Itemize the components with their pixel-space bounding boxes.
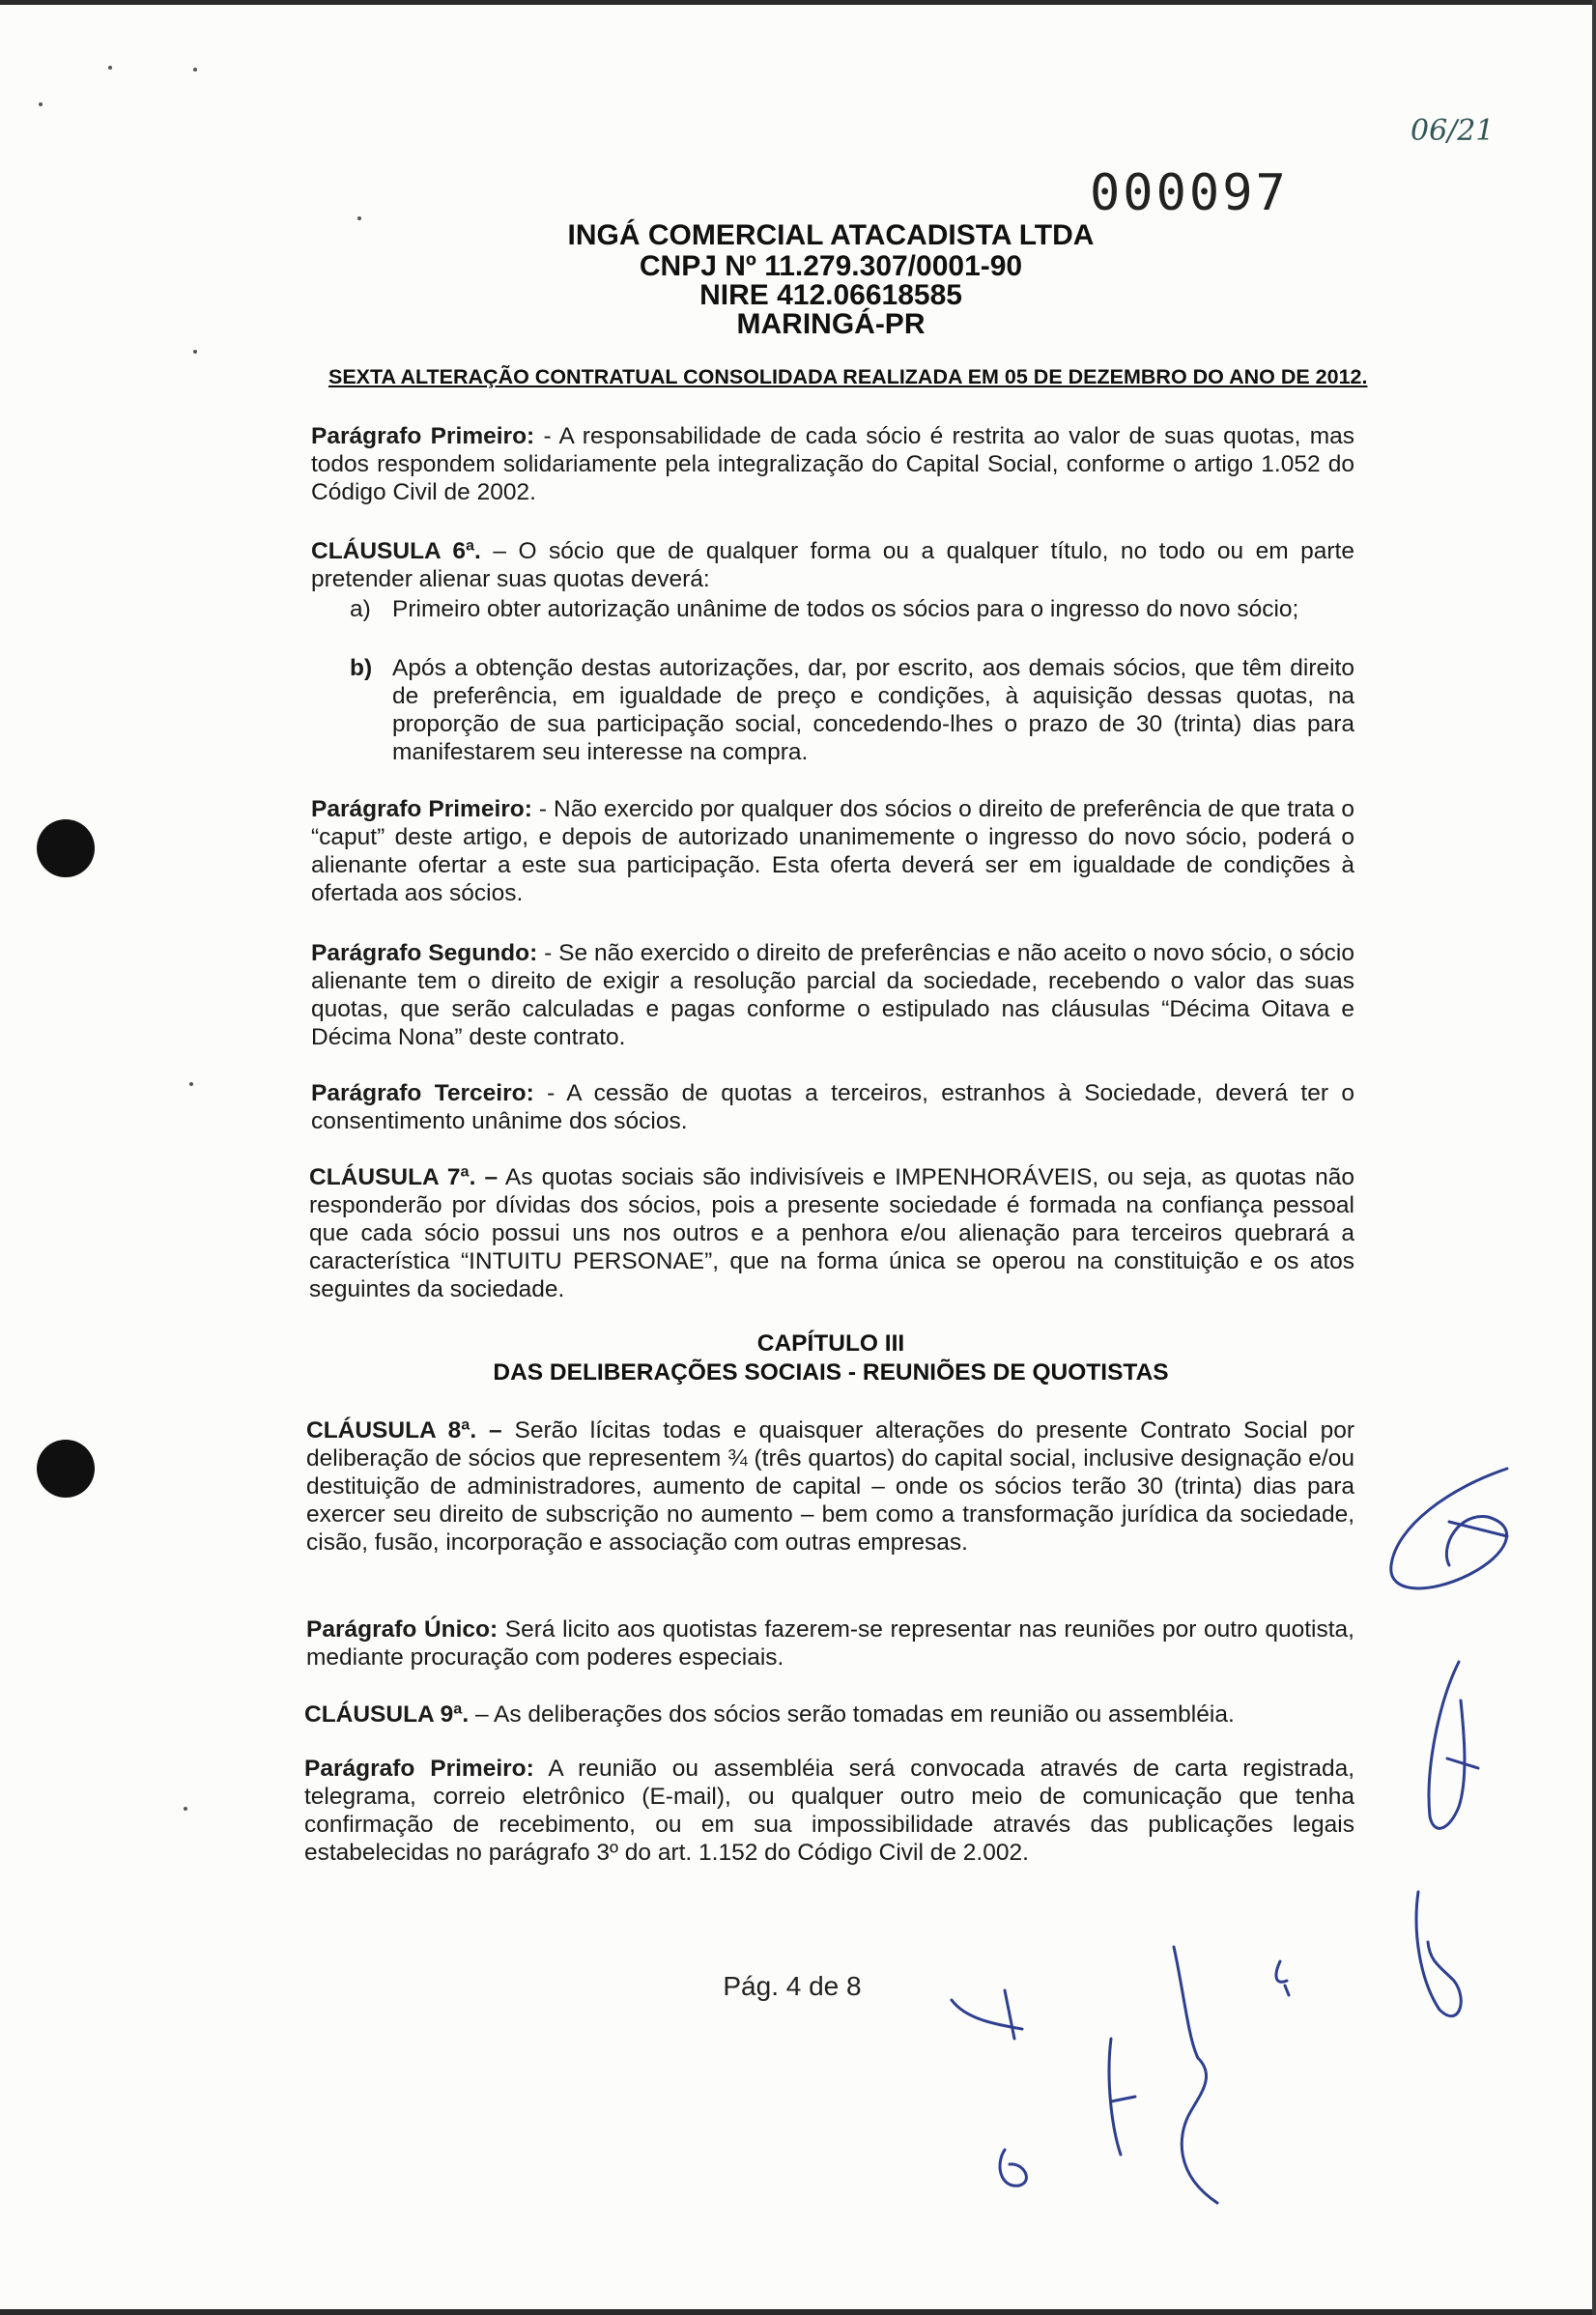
list-marker: a) [350, 596, 371, 622]
paragraph-text: - Não exercido por qualquer dos sócios o direito de preferência de que trata o “caput” deste artigo, e depois de autorizado unanimemente o ingresso do novo sócio, poderá o alienante ofertar a este sua participação. Esta oferta deverá ser em igualdade de condições à ofertada aos sócios. [311, 796, 1354, 906]
clause-text: Serão lícitas todas e quaisquer alterações do presente Contrato Social por deliberação de sócios que representem ¾ (três quartos) do capital social, inclusive designação e/ou destituição de administradores, aumento de capital – onde os sócios terão 30 (trinta) dias para exercer seu direito de subscrição no aumento – bem como a transformação jurídica da sociedade, cisão, fusão, incorporação e associação com outras empresas. [306, 1417, 1354, 1556]
company-cnpj: CNPJ Nº 11.279.307/0001-90 [639, 250, 1023, 282]
clause-label: CLÁUSULA 7ª. – [309, 1164, 499, 1190]
list-text: Primeiro obter autorização unânime de todos os sócios para o ingresso do novo sócio; [392, 596, 1299, 622]
initials-signature-4 [952, 1990, 1022, 2039]
paragraph-text: - A responsabilidade de cada sócio é restrita ao valor de suas quotas, mas todos respondem solidariamente pela integralização do Capital Social, conforme o artigo 1.052 do Código Civil de 2002. [311, 423, 1354, 505]
paragraph-label: Parágrafo Terceiro: [311, 1080, 534, 1106]
company-name: INGÁ COMERCIAL ATACADISTA LTDA [567, 219, 1095, 251]
page-number: Pág. 4 de 8 [723, 1971, 862, 2001]
list-text: Após a obtenção destas autorizações, dar, por escrito, aos demais sócios, que têm direito de preferência, em igualdade de preço e condições, à aquisição dessas quotas, na proporção de sua participação social, concedendo-lhes o prazo de 30 (trinta) dias para manifestarem seu interesse na compra. [392, 655, 1354, 765]
company-nire: NIRE 412.06618585 [699, 279, 962, 311]
document-title: SEXTA ALTERAÇÃO CONTRATUAL CONSOLIDADA REALIZADA EM 05 DE DEZEMBRO DO ANO DE 2012. [328, 365, 1368, 388]
paragraph-label: Parágrafo Primeiro: [304, 1756, 534, 1782]
clause-text: – O sócio que de qualquer forma ou a qualquer título, no todo ou em parte pretender alienar suas quotas deverá: [311, 538, 1354, 592]
chapter-title: DAS DELIBERAÇÕES SOCIAIS - REUNIÕES DE QUOTISTAS [493, 1359, 1169, 1386]
clause-text: As quotas sociais são indivisíveis e IMPENHORÁVEIS, ou seja, as quotas não responderão por dívidas dos sócios, pois a presente sociedade é formada na confiança pessoal que cada sócio possui uns nos outros e a penhora e/ou alienação para terceiros quebrará a característica “INTUITU PERSONAE”, que na forma única se operou na constituição e os atos seguintes da sociedade. [309, 1164, 1354, 1302]
paragraph-text: Será licito aos quotistas fazerem-se representar nas reuniões por outro quotista, mediante procuração com poderes especiais. [306, 1616, 1354, 1671]
clause-label: CLÁUSULA 9ª. [304, 1701, 470, 1728]
paragraph-text: - A cessão de quotas a terceiros, estranhos à Sociedade, deverá ter o consentimento unânime dos sócios. [311, 1080, 1354, 1134]
list-marker: b) [350, 655, 373, 681]
clause-text: – As deliberações dos sócios serão tomadas em reunião ou assembléia. [469, 1701, 1235, 1728]
numbering-stamp: 000097 [1090, 164, 1289, 222]
paragraph-label: Parágrafo Segundo: [311, 940, 538, 966]
paragraph-label: Parágrafo Único: [306, 1616, 499, 1643]
initials-signature-1 [1391, 1469, 1507, 1588]
initials-signature-2 [1429, 1662, 1478, 1828]
clause-label: CLÁUSULA 8ª. – [306, 1417, 502, 1443]
company-city: MARINGÁ-PR [736, 308, 926, 340]
paragraph-text: - Se não exercido o direito de preferências e não aceito o novo sócio, o sócio alienante tem o direito de exigir a resolução parcial da sociedade, recebendo o valor das suas quotas, que serão calculadas e pagas conforme o estipulado nas cláusulas “Décima Oitava e Décima Nona” deste contrato. [311, 940, 1355, 1050]
clause-label: CLÁUSULA 6ª. [311, 538, 481, 564]
paragraph-text: A reunião ou assembléia será convocada através de carta registrada, telegrama, correio eletrônico (E-mail), ou qualquer outro meio de comunicação que tenha confirmação de recebimento, ou em sua impossibilidade através das publicações legais estabelecidas no parágrafo 3º do art. 1.152 do Código Civil de 2.002. [304, 1756, 1354, 1866]
handwritten-page-number: 06/21 [1411, 114, 1495, 148]
initials-signature-6 [1174, 1947, 1217, 2203]
chapter-number: CAPÍTULO III [756, 1330, 905, 1357]
initials-signature-3 [1416, 1892, 1461, 2016]
initials-signature-5 [1109, 2039, 1135, 2155]
initials-signature-8 [1000, 2150, 1026, 2186]
paragraph-label: Parágrafo Primeiro: [311, 796, 532, 822]
paragraph-label: Parágrafo Primeiro: [311, 423, 535, 449]
initials-signature-7 [1276, 1961, 1289, 1995]
